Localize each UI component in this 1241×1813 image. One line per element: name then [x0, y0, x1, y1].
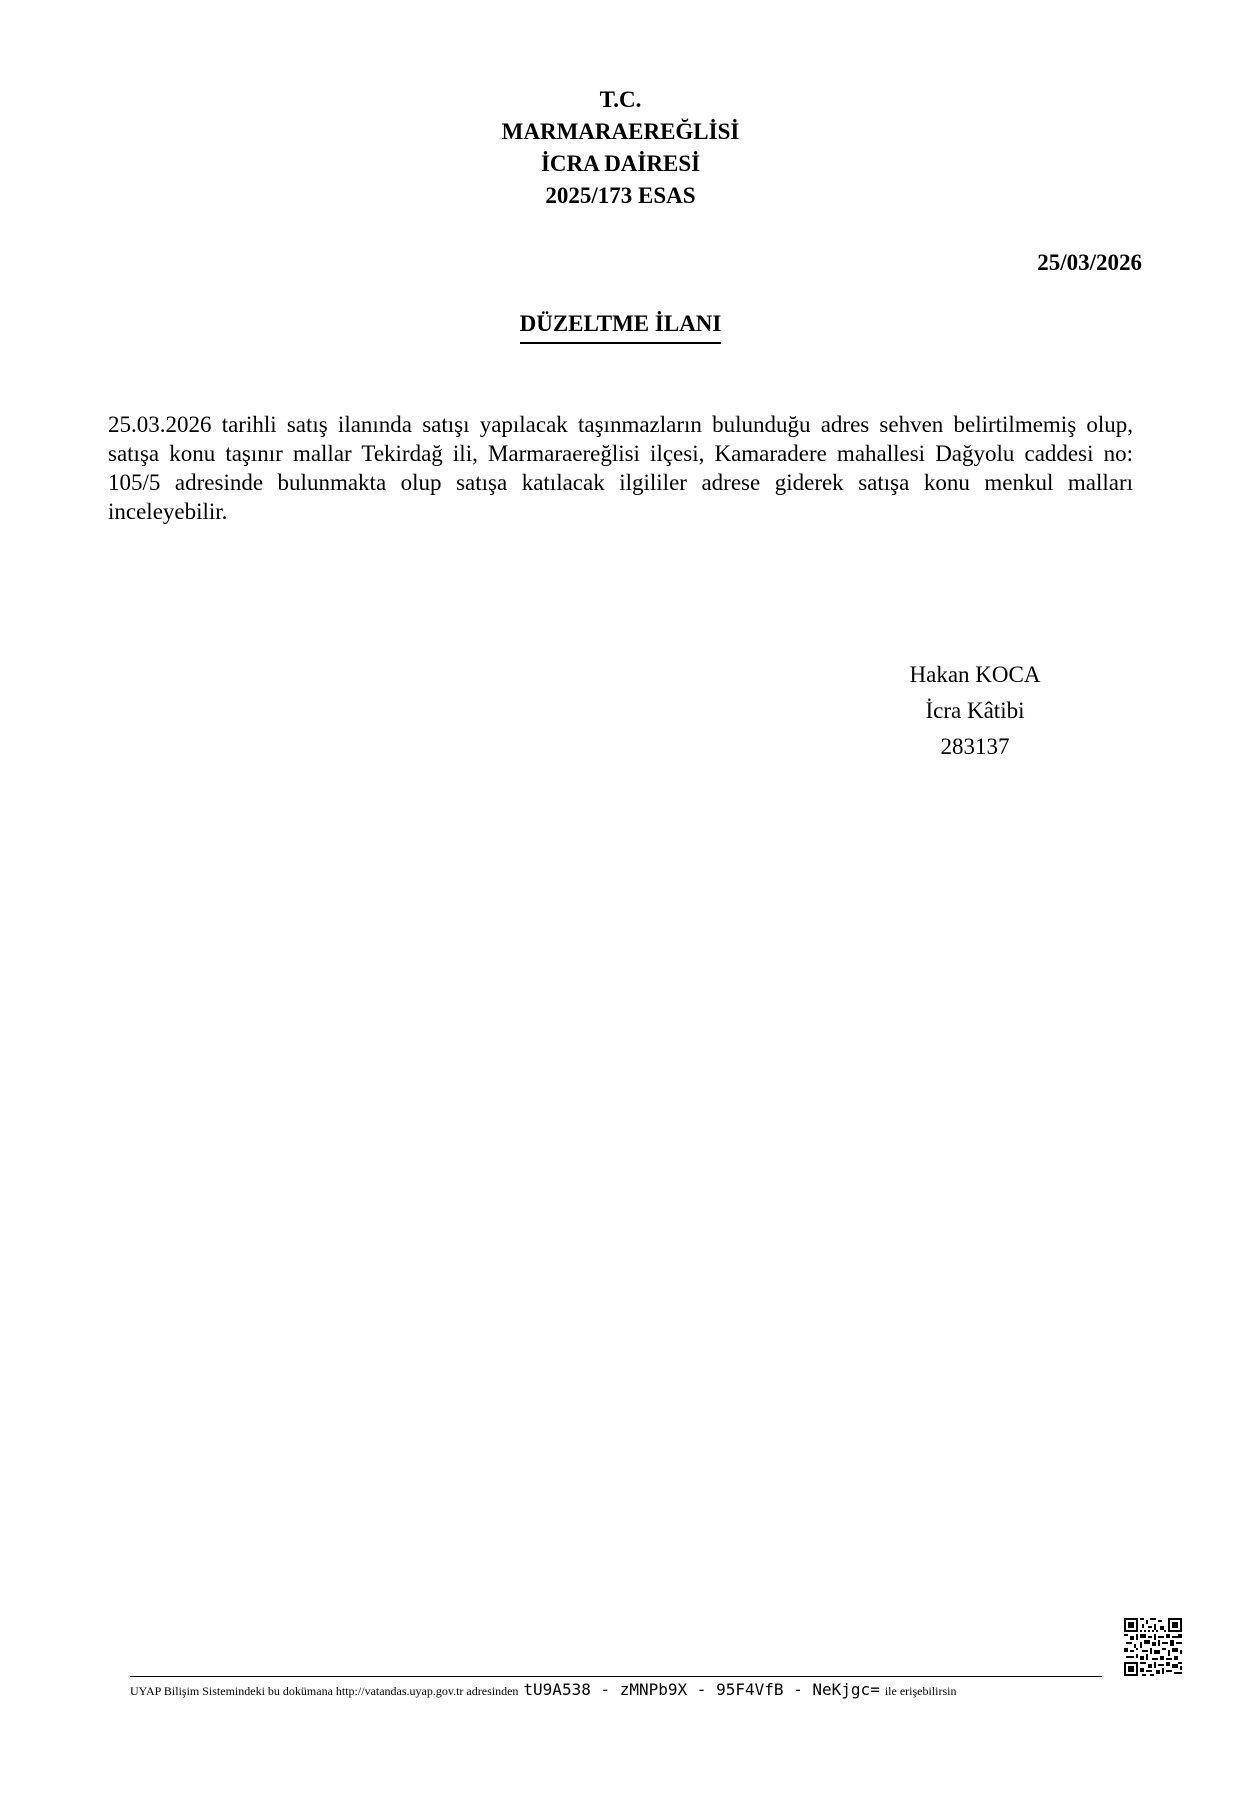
footer-prefix: UYAP Bilişim Sistemindeki bu dokümana http://vatandas.uyap.gov.tr adresinden — [130, 1684, 519, 1698]
document-body — [108, 410, 1133, 526]
title-wrapper — [0, 308, 1241, 344]
signature-block — [870, 657, 1080, 765]
footer-suffix: ile erişebilirsin — [884, 1684, 957, 1698]
document-date: 25/03/2026 — [1037, 250, 1142, 275]
document-header — [0, 84, 1241, 212]
signature-id: 283137 — [940, 734, 1010, 759]
footer-verification-code: tU9A538 - zMNPb9X - 95F4VfB - NeKjgc= — [523, 1680, 880, 1699]
signature-role: İcra Kâtibi — [925, 698, 1025, 723]
body-paragraph: 25.03.2026 tarihli satış ilanında satışı yapılacak taşınmazların bulunduğu adres sehven belirtilmemiş olup, satışa konu taşınır mallar Tekirdağ ili, Marmaraereğlisi ilçesi, Kamaradere mahallesi Dağyolu caddesi no: 105/5 adresinde bulunmakta olup satışa katılacak ilgililer adrese giderek satışa konu menkul malları inceleyebilir. — [108, 412, 1133, 524]
qr-code-icon — [1124, 1618, 1182, 1676]
signature-name: Hakan KOCA — [909, 662, 1041, 687]
footer-divider — [130, 1676, 1102, 1677]
header-city: MARMARAEREĞLİSİ — [501, 119, 740, 144]
header-republic: T.C. — [599, 87, 642, 112]
header-case-number: 2025/173 ESAS — [545, 183, 696, 208]
footer — [130, 1680, 1110, 1701]
document-title: DÜZELTME İLANI — [520, 308, 722, 344]
header-office: İCRA DAİRESİ — [540, 151, 701, 176]
